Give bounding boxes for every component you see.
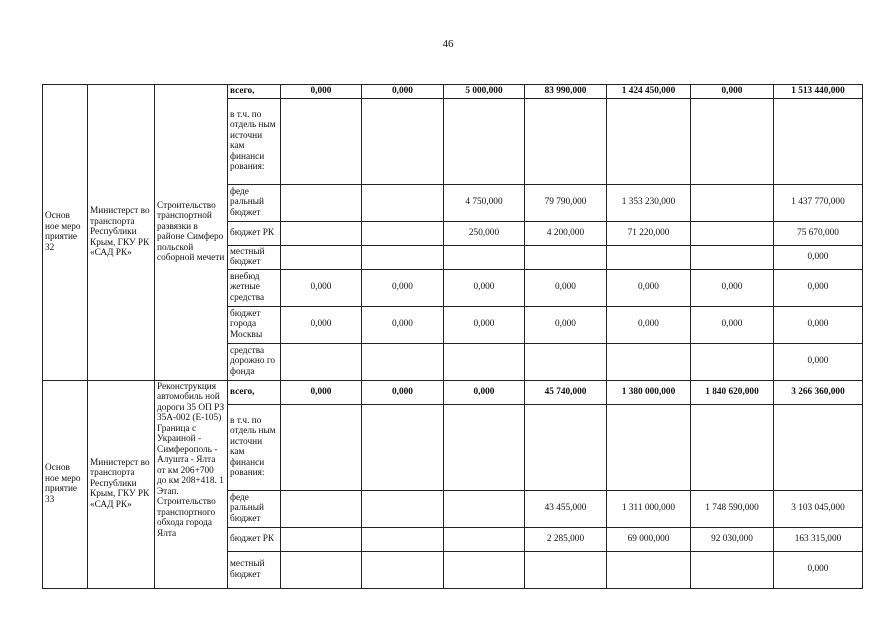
amount-cell: 92 030,000 xyxy=(691,527,774,551)
amount-cell xyxy=(691,551,774,588)
amount-cell xyxy=(281,527,362,551)
amount-cell xyxy=(281,98,362,184)
event-cell: Основ ное меро приятие 32 xyxy=(43,85,88,381)
amount-cell: 4 200,000 xyxy=(525,221,607,245)
amount-cell xyxy=(444,490,525,527)
amount-cell xyxy=(362,343,444,380)
amount-cell: 0,000 xyxy=(691,85,774,99)
amount-cell xyxy=(691,343,774,380)
amount-cell xyxy=(607,98,691,184)
amount-cell xyxy=(525,551,607,588)
amount-cell xyxy=(362,404,444,490)
executor-cell: Министерст во транспорта Республики Крым, ГКУ РК «САД РК» xyxy=(88,380,155,588)
funding-source-cell: бюджет РК xyxy=(228,527,281,551)
amount-cell: 43 455,000 xyxy=(525,490,607,527)
amount-cell: 0,000 xyxy=(362,269,444,306)
table-row-total xyxy=(43,85,863,99)
amount-cell xyxy=(607,245,691,269)
funding-source-cell: в т.ч. по отдель ным источни кам финанси рования: xyxy=(228,98,281,184)
amount-cell: 71 220,000 xyxy=(607,221,691,245)
amount-cell: 0,000 xyxy=(281,269,362,306)
amount-cell xyxy=(281,343,362,380)
amount-cell xyxy=(444,343,525,380)
amount-cell: 1 353 230,000 xyxy=(607,184,691,221)
amount-cell: 0,000 xyxy=(362,306,444,343)
activity-name-cell: Строительство транспортной развязки в районе Симферо польской соборной мечети xyxy=(155,85,228,381)
amount-cell: 1 748 590,000 xyxy=(691,490,774,527)
amount-cell xyxy=(774,404,863,490)
funding-source-cell: всего, xyxy=(228,85,281,99)
activity-name-cell: Реконструкция автомобиль ной дороги 35 ОП РЗ 35А-002 (Е-105) Граница с Украиной - Симферополь - Алушта - Ялта от км 206+700 до км 208+418. 1 Этап. Строительство транспортного обхода города Ялта xyxy=(155,380,228,588)
amount-cell xyxy=(607,404,691,490)
amount-cell: 0,000 xyxy=(362,85,444,99)
amount-cell: 3 103 045,000 xyxy=(774,490,863,527)
executor-cell: Министерст во транспорта Республики Крым, ГКУ РК «САД РК» xyxy=(88,85,155,381)
amount-cell xyxy=(444,527,525,551)
amount-cell xyxy=(525,245,607,269)
amount-cell: 69 000,000 xyxy=(607,527,691,551)
amount-cell xyxy=(444,551,525,588)
amount-cell: 0,000 xyxy=(607,269,691,306)
amount-cell xyxy=(607,551,691,588)
amount-cell: 0,000 xyxy=(362,380,444,404)
amount-cell xyxy=(525,98,607,184)
amount-cell xyxy=(281,184,362,221)
amount-cell xyxy=(691,221,774,245)
funding-source-cell: местный бюджет xyxy=(228,551,281,588)
amount-cell xyxy=(691,404,774,490)
amount-cell: 1 311 000,000 xyxy=(607,490,691,527)
amount-cell xyxy=(691,245,774,269)
amount-cell: 0,000 xyxy=(774,306,863,343)
amount-cell: 0,000 xyxy=(774,343,863,380)
amount-cell xyxy=(362,184,444,221)
amount-cell xyxy=(691,98,774,184)
budget-table xyxy=(42,84,863,589)
amount-cell: 45 740,000 xyxy=(525,380,607,404)
amount-cell: 2 285,000 xyxy=(525,527,607,551)
amount-cell: 0,000 xyxy=(525,269,607,306)
amount-cell: 0,000 xyxy=(281,380,362,404)
funding-source-cell: бюджет РК xyxy=(228,221,281,245)
amount-cell: 0,000 xyxy=(691,306,774,343)
amount-cell: 1 513 440,000 xyxy=(774,85,863,99)
amount-cell xyxy=(444,98,525,184)
amount-cell: 0,000 xyxy=(774,269,863,306)
amount-cell xyxy=(281,551,362,588)
amount-cell: 1 437 770,000 xyxy=(774,184,863,221)
amount-cell: 4 750,000 xyxy=(444,184,525,221)
amount-cell: 0,000 xyxy=(525,306,607,343)
amount-cell: 0,000 xyxy=(444,269,525,306)
amount-cell: 163 315,000 xyxy=(774,527,863,551)
amount-cell: 79 790,000 xyxy=(525,184,607,221)
amount-cell: 250,000 xyxy=(444,221,525,245)
funding-source-cell: феде ральный бюджет xyxy=(228,490,281,527)
amount-cell: 1 424 450,000 xyxy=(607,85,691,99)
amount-cell: 1 380 000,000 xyxy=(607,380,691,404)
amount-cell: 0,000 xyxy=(607,306,691,343)
page-number: 46 xyxy=(442,38,454,50)
funding-source-cell: всего, xyxy=(228,380,281,404)
table-row-total xyxy=(43,380,863,404)
amount-cell: 0,000 xyxy=(281,85,362,99)
amount-cell: 0,000 xyxy=(281,306,362,343)
amount-cell xyxy=(444,404,525,490)
amount-cell: 0,000 xyxy=(691,269,774,306)
funding-source-cell: местный бюджет xyxy=(228,245,281,269)
amount-cell: 0,000 xyxy=(444,380,525,404)
amount-cell xyxy=(281,490,362,527)
amount-cell xyxy=(362,490,444,527)
amount-cell xyxy=(444,245,525,269)
amount-cell xyxy=(281,404,362,490)
amount-cell xyxy=(362,551,444,588)
amount-cell: 0,000 xyxy=(774,245,863,269)
funding-source-cell: внебюд жетные средства xyxy=(228,269,281,306)
amount-cell: 5 000,000 xyxy=(444,85,525,99)
amount-cell: 1 840 620,000 xyxy=(691,380,774,404)
event-cell: Основ ное меро приятие 33 xyxy=(43,380,88,588)
funding-source-cell: феде ральный бюджет xyxy=(228,184,281,221)
amount-cell xyxy=(362,221,444,245)
amount-cell: 75 670,000 xyxy=(774,221,863,245)
amount-cell: 0,000 xyxy=(774,551,863,588)
amount-cell xyxy=(774,98,863,184)
amount-cell xyxy=(525,404,607,490)
amount-cell xyxy=(362,527,444,551)
amount-cell xyxy=(362,245,444,269)
amount-cell: 0,000 xyxy=(444,306,525,343)
amount-cell: 83 990,000 xyxy=(525,85,607,99)
amount-cell xyxy=(691,184,774,221)
amount-cell xyxy=(525,343,607,380)
amount-cell xyxy=(362,98,444,184)
amount-cell xyxy=(281,221,362,245)
funding-source-cell: средства дорожно го фонда xyxy=(228,343,281,380)
funding-source-cell: в т.ч. по отдель ным источни кам финанси рования: xyxy=(228,404,281,490)
amount-cell xyxy=(607,343,691,380)
funding-source-cell: бюджет города Москвы xyxy=(228,306,281,343)
amount-cell: 3 266 360,000 xyxy=(774,380,863,404)
amount-cell xyxy=(281,245,362,269)
